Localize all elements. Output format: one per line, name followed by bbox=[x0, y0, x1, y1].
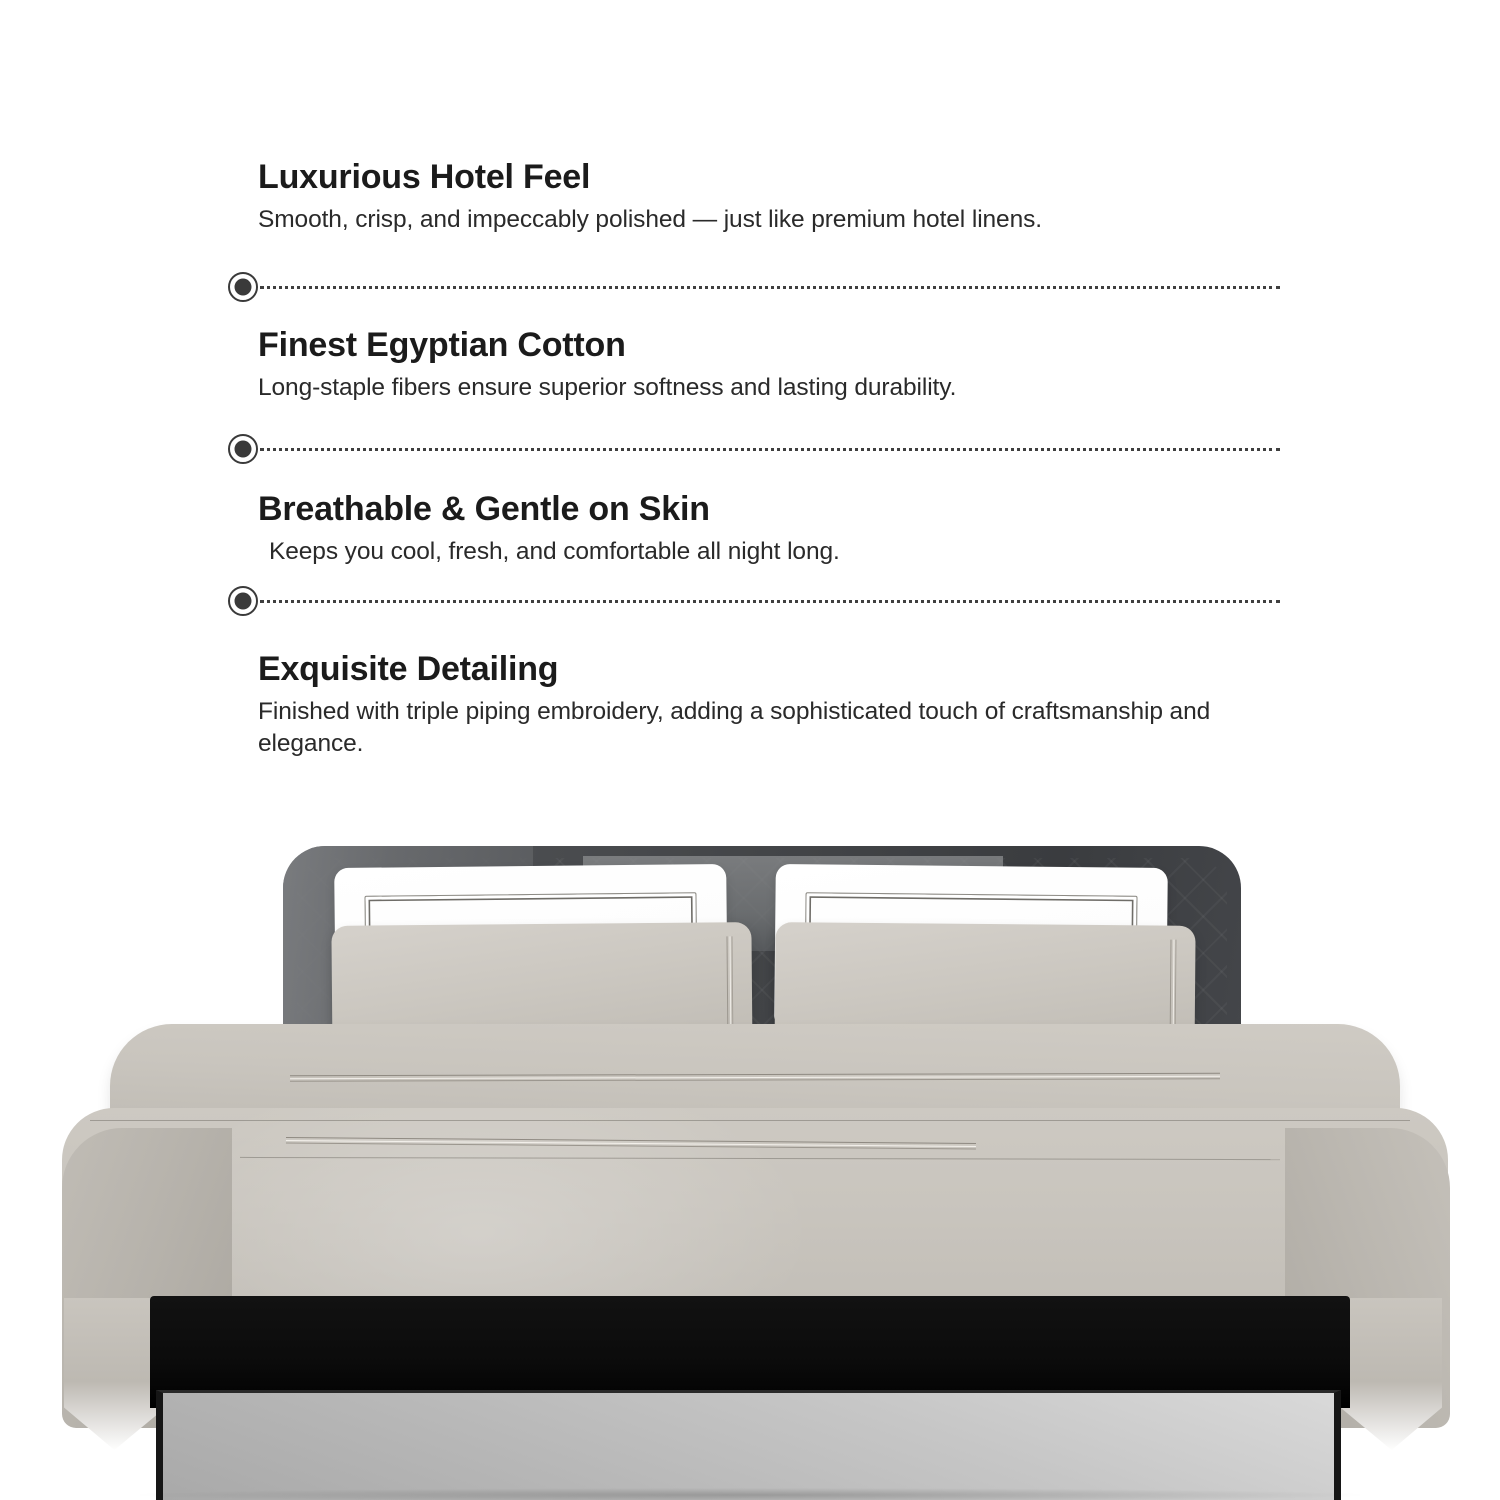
bed-shadow bbox=[140, 1488, 1360, 1500]
duvet-seam bbox=[90, 1120, 1410, 1121]
bullet-circle-icon bbox=[228, 434, 258, 464]
dotted-rule bbox=[260, 286, 1280, 289]
feature-title-3: Breathable & Gentle on Skin bbox=[258, 490, 710, 528]
feature-divider-1 bbox=[228, 272, 1280, 304]
dotted-rule bbox=[260, 448, 1280, 451]
feature-title-1: Luxurious Hotel Feel bbox=[258, 158, 591, 196]
feature-block-4 bbox=[258, 652, 1283, 760]
feature-block-2 bbox=[258, 328, 1318, 404]
feature-description-1: Smooth, crisp, and impeccably polished — just like premium hotel linens. bbox=[258, 205, 1042, 233]
dotted-rule bbox=[260, 600, 1280, 603]
feature-divider-3 bbox=[228, 586, 1280, 618]
feature-description-3: Keeps you cool, fresh, and comfortable all night long. bbox=[269, 537, 840, 565]
feature-divider-2 bbox=[228, 434, 1280, 466]
feature-description-4: Finished with triple piping embroidery, adding a sophisticated touch of craftsmanship and elegance. bbox=[258, 697, 1211, 758]
feature-description-2: Long-staple fibers ensure superior softness and lasting durability. bbox=[258, 373, 957, 401]
bed-with-duvet-and-pillows bbox=[0, 828, 1500, 1500]
feature-title-2: Finest Egyptian Cotton bbox=[258, 326, 626, 364]
bullet-circle-icon bbox=[228, 586, 258, 616]
bed-base-panel bbox=[156, 1390, 1341, 1500]
feature-block-1 bbox=[258, 160, 1318, 236]
feature-title-4: Exquisite Detailing bbox=[258, 650, 559, 688]
bullet-circle-icon bbox=[228, 272, 258, 302]
feature-block-3 bbox=[258, 492, 1318, 568]
